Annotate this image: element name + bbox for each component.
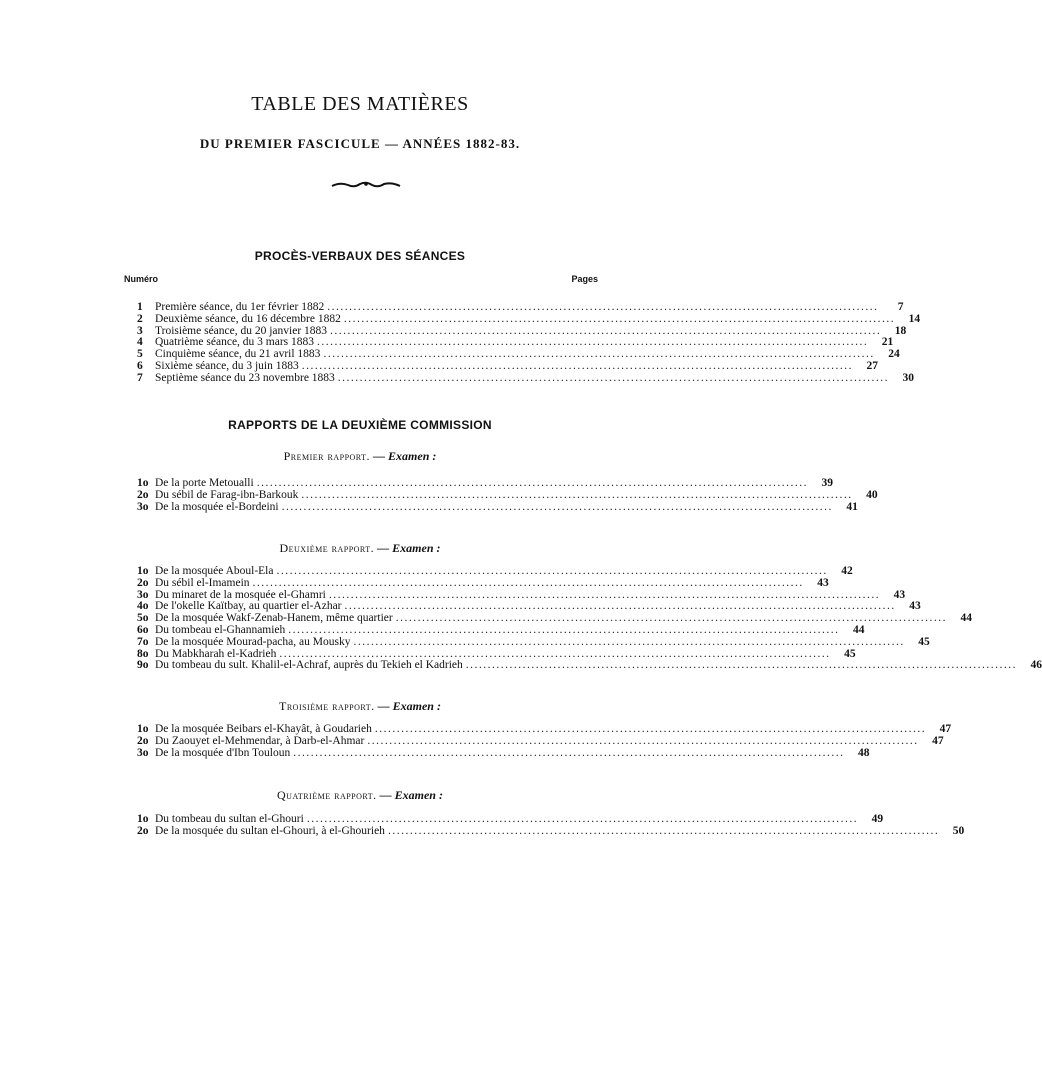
entry-text: De la mosquée d'Ibn Touloun <box>155 746 291 759</box>
entry-number: 3o <box>137 588 149 601</box>
rapport-examen: — Examen : <box>373 449 437 463</box>
rapport-heading-1 <box>0 449 720 464</box>
entry-text: Deuxième séance, du 16 décembre 1882 <box>155 312 341 325</box>
entry-number: 3o <box>137 746 149 759</box>
entry-page: 43 <box>909 600 921 613</box>
entry-text: De la porte Metoualli <box>155 477 254 489</box>
entry-page: 7 <box>897 301 904 313</box>
entry-text: Septième séance du 23 novembre 1883 <box>155 371 335 384</box>
proces-verbaux-heading: PROCÈS-VERBAUX DES SÉANCES <box>254 249 466 263</box>
entry-page: 45 <box>918 635 930 648</box>
entry-page: 27 <box>866 359 878 372</box>
dot-leader <box>253 578 804 590</box>
entry-text: Première séance, du 1er février 1882 <box>155 301 325 313</box>
dot-leader <box>338 373 889 385</box>
entry-number: 4o <box>137 600 149 613</box>
toc-entry <box>137 659 1042 672</box>
entry-page: 40 <box>866 488 878 501</box>
entry-number: 2o <box>137 824 149 837</box>
entry-text: De la mosquée du sultan el-Ghouri, à el-Ghourieh <box>155 824 385 837</box>
entry-text: De la mosquée Aboul-Ela <box>155 565 274 577</box>
dot-leader <box>353 637 904 649</box>
entry-page: 46 <box>1030 659 1042 672</box>
entry-number: 3o <box>137 500 149 513</box>
entry-text: De la mosquée Mourad-pacha, au Mousky <box>155 635 351 648</box>
dot-leader <box>282 502 833 514</box>
entry-page: 50 <box>952 824 965 837</box>
entry-page: 41 <box>846 500 858 513</box>
entry-page: 49 <box>871 813 884 825</box>
entry-number: 2o <box>137 576 149 589</box>
entry-page: 43 <box>893 588 906 601</box>
entry-page: 44 <box>853 623 865 636</box>
entry-number: 8o <box>137 647 149 660</box>
rapport-examen: — Examen : <box>379 788 443 802</box>
entry-text: Du sébil el-Imamein <box>155 576 250 589</box>
entry-page: 43 <box>817 576 829 589</box>
page-subtitle: DU PREMIER FASCICULE — ANNÉES 1882-83. <box>199 136 521 151</box>
rapport-label: Quatrième rapport. <box>277 788 377 802</box>
entry-number: 2 <box>137 312 143 325</box>
entry-text: Du tombeau el-Ghannamieh <box>155 623 286 636</box>
entry-number: 1 <box>137 301 143 313</box>
dot-leader <box>388 826 939 838</box>
entry-text: Du sébil de Farag-ibn-Barkouk <box>155 488 299 501</box>
rapport-list-1 <box>137 477 878 513</box>
dot-leader <box>301 490 852 502</box>
entry-text: De l'okelle Kaïtbay, au quartier el-Azhar <box>155 600 342 613</box>
rapport-examen: — Examen : <box>377 699 441 713</box>
entry-number: 9o <box>137 659 149 672</box>
toc-entry <box>137 488 878 502</box>
rapport-heading-2 <box>0 541 720 556</box>
toc-entry <box>137 359 878 373</box>
toc-entry <box>137 746 870 760</box>
rapports-heading: RAPPORTS DE LA DEUXIÈME COMMISSION <box>228 418 492 432</box>
page-title: TABLE DES MATIÈRES <box>251 93 469 115</box>
rapport-list-4 <box>137 813 965 838</box>
entry-page: 21 <box>881 336 894 349</box>
entry-page: 24 <box>888 348 900 361</box>
entry-text: De la mosquée Beibars el-Khayât, à Goudarieh <box>155 723 372 735</box>
toc-entry <box>137 500 858 514</box>
entry-page: 30 <box>902 371 915 384</box>
entry-page: 14 <box>908 312 921 325</box>
toc-entry <box>137 734 944 748</box>
entry-text: Quatrième séance, du 3 mars 1883 <box>155 336 315 349</box>
toc-entry <box>137 623 865 637</box>
dot-leader <box>367 736 918 748</box>
toc-entry <box>137 371 915 385</box>
rapport-heading-4 <box>0 788 720 803</box>
entry-number: 5 <box>137 348 143 361</box>
rapport-label: Deuxième rapport. <box>279 541 375 555</box>
rapport-list-2 <box>137 565 1042 672</box>
entry-text: Cinquième séance, du 21 avril 1883 <box>155 348 321 361</box>
entry-page: 47 <box>939 723 952 735</box>
entry-text: Sixième séance, du 3 juin 1883 <box>155 359 299 372</box>
dot-leader <box>344 314 895 326</box>
entry-text: Du tombeau du sultan el-Ghouri <box>155 813 304 825</box>
rapport-list-3 <box>137 723 952 759</box>
entry-text: Troisième séance, du 20 janvier 1883 <box>155 324 328 337</box>
entry-number: 1o <box>137 723 149 735</box>
entry-number: 2o <box>137 734 149 747</box>
dot-leader <box>302 361 853 373</box>
entry-page: 45 <box>844 647 856 660</box>
toc-entry <box>137 576 829 590</box>
toc-entry <box>137 312 921 326</box>
ornament-divider <box>330 180 402 190</box>
entry-text: Du Mabkharah el-Kadrieh <box>155 647 277 660</box>
column-header-pages: Pages <box>571 274 598 284</box>
column-header-number: Numéro <box>124 274 159 284</box>
entry-number: 7o <box>137 635 149 648</box>
entry-page: 39 <box>821 477 833 489</box>
rapport-examen: — Examen : <box>377 541 441 555</box>
entry-number: 7 <box>137 371 143 384</box>
entry-text: De la mosquée el-Bordeini <box>155 500 279 513</box>
entry-number: 1o <box>137 813 149 825</box>
rapport-label: Premier rapport. <box>283 449 371 463</box>
dot-leader <box>466 660 1017 672</box>
entry-text: Du tombeau du sult. Khalil-el-Achraf, auprès du Tekieh el Kadrieh <box>155 659 463 672</box>
entry-number: 1o <box>137 565 149 577</box>
entry-number: 1o <box>137 477 149 489</box>
rapport-heading-3 <box>0 699 720 714</box>
entry-number: 6o <box>137 623 149 636</box>
entry-number: 2o <box>137 488 149 501</box>
dot-leader <box>288 625 839 637</box>
toc-entry <box>137 824 965 838</box>
entry-page: 42 <box>841 565 853 577</box>
rapport-label: Troisième rapport. <box>279 699 375 713</box>
entry-text: De la mosquée Wakf-Zenab-Hanem, même quartier <box>155 612 393 625</box>
entry-number: 3 <box>137 324 143 337</box>
entry-number: 6 <box>137 359 143 372</box>
toc-entry <box>137 635 930 649</box>
entry-page: 44 <box>960 612 972 625</box>
entry-page: 48 <box>857 746 870 759</box>
entry-text: Du minaret de la mosquée el-Ghamri <box>155 588 326 601</box>
entry-page: 18 <box>894 324 907 337</box>
entry-number: 5o <box>137 612 149 625</box>
entry-number: 4 <box>137 336 143 349</box>
entry-text: Du Zaouyet el-Mehmendar, à Darb-el-Ahmar <box>155 734 365 747</box>
proces-list <box>137 301 921 385</box>
dot-leader <box>293 748 844 760</box>
entry-page: 47 <box>932 734 944 747</box>
